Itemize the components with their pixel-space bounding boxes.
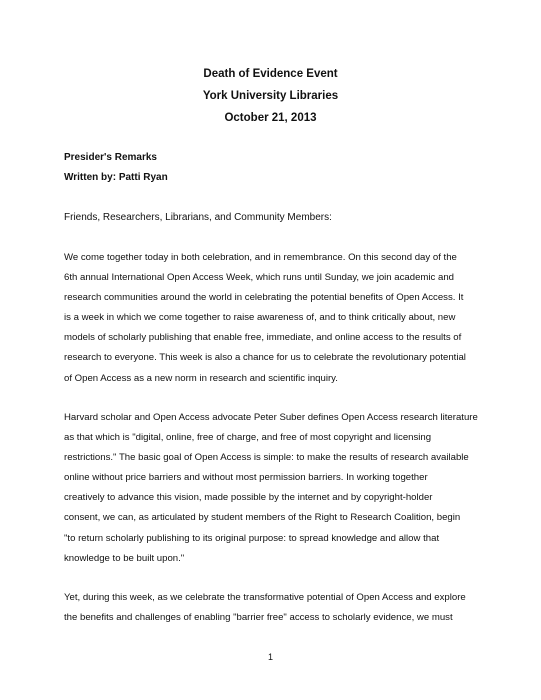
- text-line: consent, we can, as articulated by student members of the Right to Research Coalition, begin: [64, 512, 461, 524]
- text-line: Yet, during this week, as we celebrate the transformative potential of Open Access and explore: [64, 592, 466, 603]
- text-line: 6th annual International Open Access Week, which runs until Sunday, we join academic and: [64, 272, 455, 284]
- paragraph-1: [64, 248, 489, 389]
- text-line: knowledge to be built upon.": [64, 552, 185, 564]
- paragraph-3: [64, 588, 489, 628]
- text-line: creatively to advance this vision, made possible by the internet and by copyright-holder: [64, 492, 433, 504]
- text-line: restrictions." The basic goal of Open Access is simple: to make the results of research available: [64, 452, 469, 464]
- paragraph-2: [64, 408, 489, 569]
- text-line: research to everyone. This week is also a chance for us to celebrate the revolutionary potential: [64, 352, 466, 364]
- remarks-header: [64, 148, 168, 188]
- text-line: the benefits and challenges of enabling "barrier free" access to scholarly evidence, we must: [64, 612, 453, 624]
- salutation: Friends, Researchers, Librarians, and Community Members:: [64, 212, 332, 223]
- title-date: October 21, 2013: [224, 112, 317, 124]
- text-line: of Open Access as a new norm in research and scientific inquiry.: [64, 372, 338, 384]
- text-line: as that which is "digital, online, free of charge, and free of most copyright and licensing: [64, 432, 432, 444]
- text-line: research communities around the world in celebrating the potential benefits of Open Access. It: [64, 292, 464, 304]
- document-title: [0, 63, 541, 129]
- page-number: 1: [267, 652, 273, 662]
- text-line: "to return scholarly publishing to its original purpose: to spread knowledge and allow that: [64, 532, 440, 544]
- text-line: Harvard scholar and Open Access advocate Peter Suber defines Open Access research literature: [64, 412, 478, 423]
- text-line: models of scholarly publishing that enable free, immediate, and online access to the results of: [64, 332, 462, 344]
- author-line: Written by: Patti Ryan: [64, 172, 168, 183]
- remarks-heading: Presider's Remarks: [64, 152, 157, 163]
- title-event: Death of Evidence Event: [203, 68, 338, 80]
- text-line: We come together today in both celebration, and in remembrance. On this second day of the: [64, 252, 457, 263]
- text-line: online without price barriers and without most permission barriers. In working together: [64, 472, 428, 484]
- title-organization: York University Libraries: [202, 90, 339, 102]
- text-line: is a week in which we come together to raise awareness of, and to think critically about, new: [64, 312, 456, 324]
